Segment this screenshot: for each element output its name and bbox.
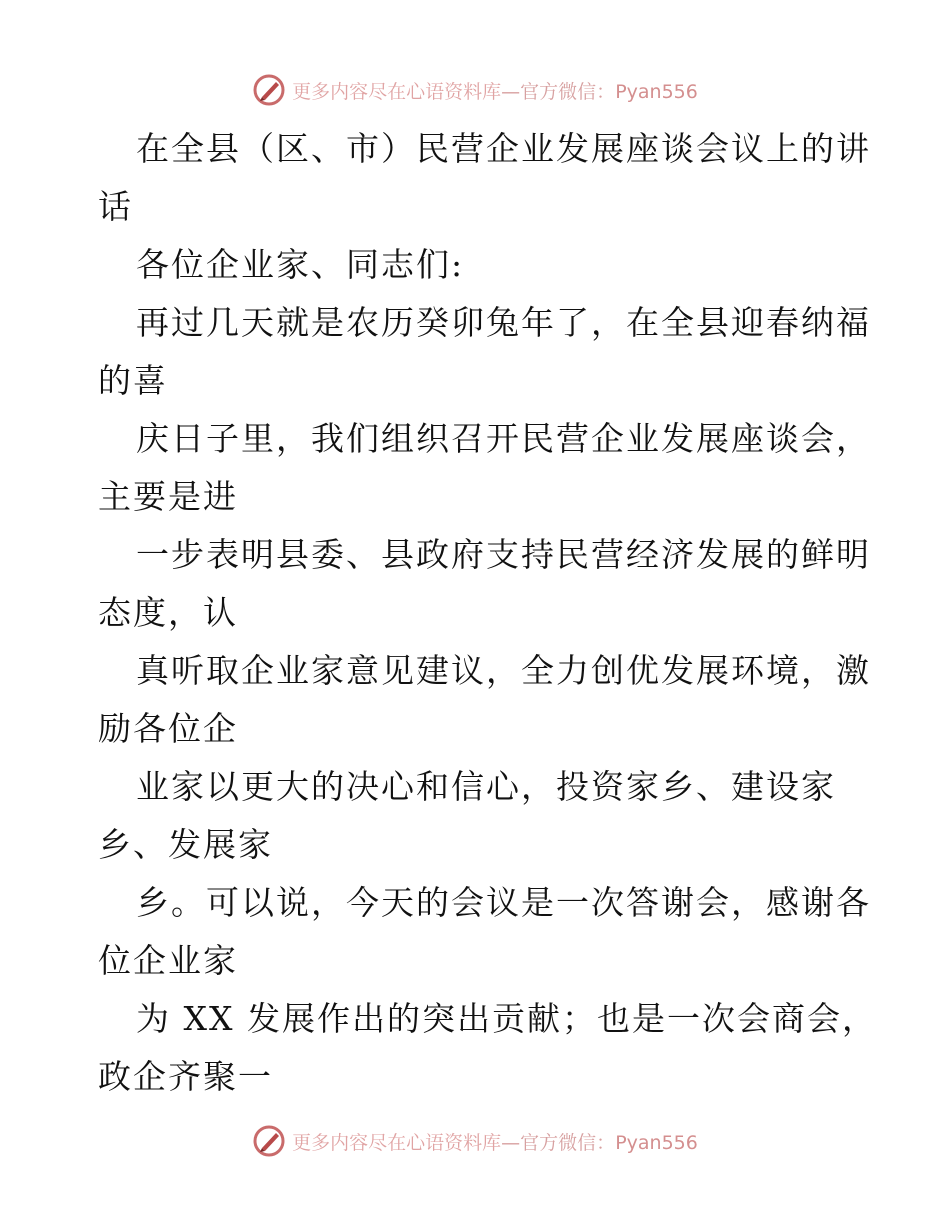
body-line: 业家以更大的决心和信心，投资家乡、建设家	[136, 767, 836, 806]
footer-banner	[0, 1121, 950, 1161]
salutation: 各位企业家、同志们:	[136, 245, 465, 284]
body-line: 真听取企业家意见建议，全力创优发展环境，激	[136, 651, 871, 690]
footer-banner-title: 更多内容尽在心语资料库	[292, 1131, 502, 1154]
body-line: 主要是进	[98, 477, 238, 516]
body-line: 再过几天就是农历癸卯兔年了，在全县迎春纳福	[136, 303, 871, 342]
pen-logo-icon	[252, 1124, 286, 1158]
header-banner-title: 更多内容尽在心语资料库	[292, 80, 502, 103]
footer-banner-wechat-label: —官方微信：	[501, 1131, 616, 1154]
body-line: 励各位企	[98, 709, 238, 748]
body-line: 态度，认	[98, 593, 238, 632]
body-line: 为 XX 发展作出的突出贡献；也是一次会商会，	[136, 999, 877, 1038]
body-line: 乡。可以说，今天的会议是一次答谢会，感谢各	[136, 883, 871, 922]
header-banner-wechat-label: —官方微信：	[501, 80, 616, 103]
pen-logo-icon	[252, 73, 286, 107]
body-line: 政企齐聚一	[98, 1057, 273, 1096]
body-line: 的喜	[98, 361, 168, 400]
document-body	[98, 120, 877, 1106]
body-line: 庆日子里，我们组织召开民营企业发展座谈会，	[136, 419, 871, 458]
title-line-2: 话	[98, 187, 133, 226]
footer-banner-wechat-id: Pyan556	[615, 1131, 698, 1154]
header-banner-wechat-id: Pyan556	[615, 80, 698, 103]
body-line: 乡、发展家	[98, 825, 273, 864]
body-line: 一步表明县委、县政府支持民营经济发展的鲜明	[136, 535, 871, 574]
title-line-1: 在全县（区、市）民营企业发展座谈会议上的讲	[136, 129, 871, 168]
body-line: 位企业家	[98, 941, 238, 980]
header-banner	[0, 70, 950, 110]
